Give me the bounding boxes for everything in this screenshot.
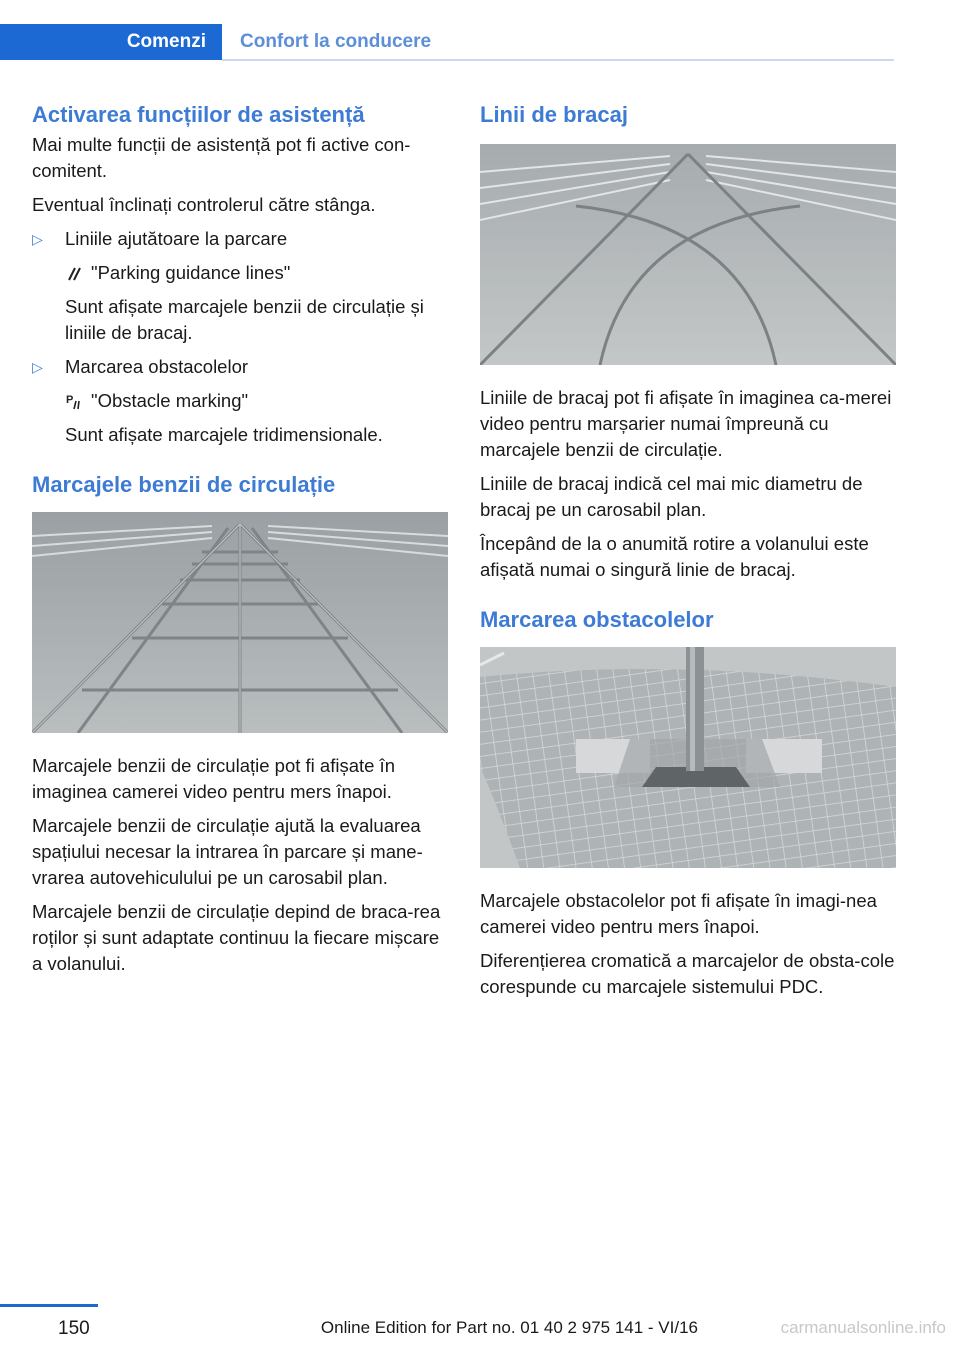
paragraph: Mai multe funcții de asistență pot fi active con‐comitent. bbox=[32, 134, 411, 181]
turning-lines-figure bbox=[480, 144, 896, 365]
paragraph: Marcajele obstacolelor pot fi afișate în imagi‐nea camerei video pentru mers înapoi. bbox=[480, 890, 877, 937]
watermark: carmanualsonline.info bbox=[780, 1318, 946, 1337]
triangle-bullet-icon: ▷ bbox=[32, 359, 43, 375]
paragraph: Marcajele benzii de circulație depind de braca‐rea roților și sunt adaptate continuu la fiecare mișcare a volanului. bbox=[32, 901, 441, 974]
right-column bbox=[480, 98, 896, 1000]
section-title-linii-bracaj: Linii de bracaj bbox=[480, 102, 628, 127]
paragraph: Eventual înclinați controlerul către stânga. bbox=[32, 194, 376, 215]
menu-option-text: "Parking guidance lines" bbox=[91, 262, 291, 283]
triangle-bullet-icon: ▷ bbox=[32, 231, 43, 247]
footer-rule bbox=[0, 1304, 98, 1307]
tab-confort-la-conducere[interactable]: Confort la conducere bbox=[240, 31, 432, 52]
parking-lines-icon bbox=[65, 264, 83, 282]
paragraph: Marcajele benzii de circulație ajută la evaluarea spațiului necesar la intrarea în parcare și mane‐vrarea autovehiculului pe un carosabil plan. bbox=[32, 815, 423, 888]
menu-option-text: "Obstacle marking" bbox=[91, 390, 249, 411]
section-title-activare: Activarea funcțiilor de asistență bbox=[32, 102, 365, 127]
obstacle-marking-icon bbox=[65, 392, 83, 410]
list-item-parking-lines bbox=[32, 226, 448, 346]
paragraph: Diferențierea cromatică a marcajelor de obsta‐cole corespunde cu marcajele sistemului PDC. bbox=[480, 950, 895, 997]
paragraph: Marcajele benzii de circulație pot fi afișate în imaginea camerei video pentru mers înapoi. bbox=[32, 755, 395, 802]
left-column bbox=[32, 98, 448, 977]
edition-note: Online Edition for Part no. 01 40 2 975 141 - VI/16 bbox=[320, 1318, 698, 1337]
page-header bbox=[0, 0, 960, 64]
section-title-marcarea-obstacolelor: Marcarea obstacolelor bbox=[480, 607, 714, 632]
list-item-label: Liniile ajutătoare la parcare bbox=[65, 228, 288, 249]
lane-markings-figure bbox=[32, 512, 448, 733]
list-item-description: Sunt afișate marcajele tridimensionale. bbox=[65, 424, 383, 445]
paragraph: Liniile de bracaj indică cel mai mic diametru de bracaj pe un carosabil plan. bbox=[480, 473, 863, 520]
list-item-description: Sunt afișate marcajele benzii de circulație și liniile de bracaj. bbox=[65, 296, 424, 343]
header-rule bbox=[222, 59, 894, 61]
section-title-marcaje-banda: Marcajele benzii de circulație bbox=[32, 472, 336, 497]
paragraph: Liniile de bracaj pot fi afișate în imaginea ca‐merei video pentru marșarier numai împreună cu marcajele benzii de circulație. bbox=[480, 387, 892, 460]
svg-text:P: P bbox=[66, 394, 74, 406]
list-item-obstacle-marking bbox=[32, 354, 448, 448]
page-number: 150 bbox=[58, 1318, 90, 1339]
tab-comenzi[interactable]: Comenzi bbox=[0, 24, 222, 60]
paragraph: Începând de la o anumită rotire a volanului este afișată numai o singură linie de bracaj. bbox=[480, 533, 869, 580]
obstacle-marking-figure bbox=[480, 647, 896, 868]
list-item-label: Marcarea obstacolelor bbox=[65, 356, 249, 377]
